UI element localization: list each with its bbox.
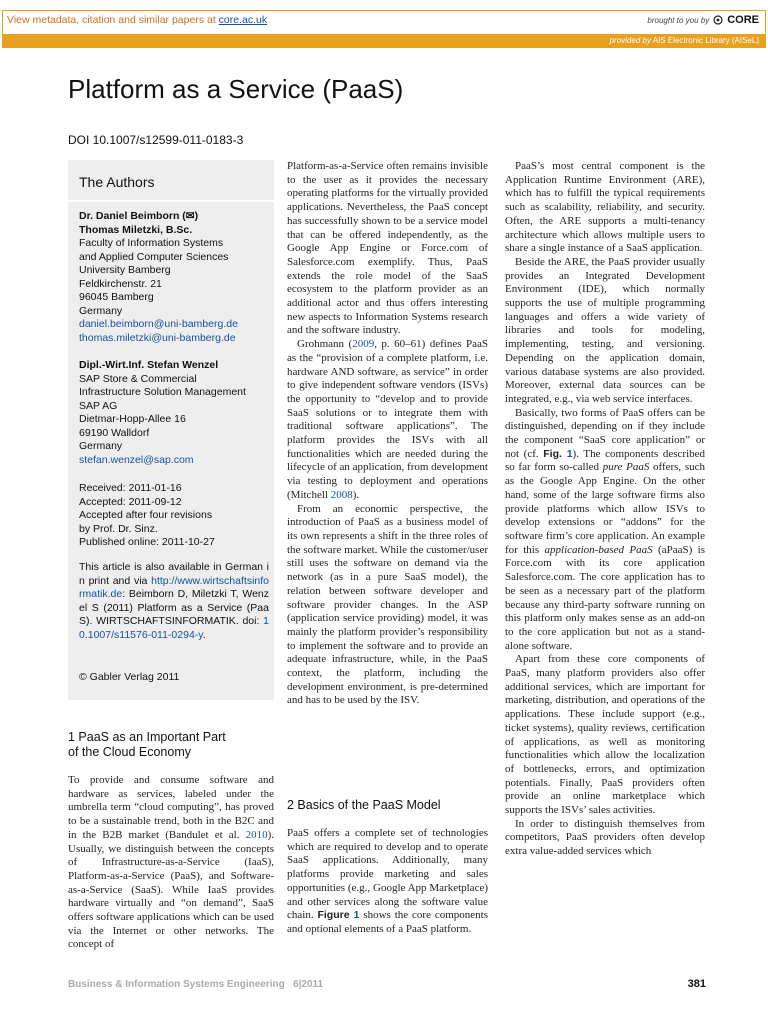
core-brought-by: brought to you by CORE [647,14,759,26]
page-title: Platform as a Service (PaaS) [68,74,404,104]
date-line: Received: 2011-01-16 [79,482,182,494]
citation-link[interactable]: 2009 [352,338,375,351]
column-1-text [68,774,274,952]
affiliation-line: SAP AG [79,399,118,412]
figure-link[interactable]: 1 [353,909,360,922]
affiliation-line: Feldkirchenstr. 21 [79,277,162,290]
paragraph: Grohmann (2009, p. 60–61) defines PaaS as the “provision of a complete platform, i.e. hardware AND software, as service” in order to give independent software vendors (ISVs) the opportunity to “develop and to provide SaaS solutions or to integrate them with traditional software applications”. The platform provides the ISVs with all functionalities which are needed during the lifecycle of an application, from development via testing to deployment and operations (Mitchell 2008). [287,338,488,501]
affiliation-line: and Applied Computer Sciences [79,250,229,263]
german-version-note: This article is also available in German in print and via http://www.wirtschaftsinformatik.de: Beimborn D, Miletzki T, Wenzel S (2011) Platform as a Service (PaaS). WIRTSCHAFTSINFORMATIK. doi: 10.1007/s11576-011-0294-y. [79,561,269,641]
paragraph: PaaS’s most central component is the Application Runtime Environment (ARE), which has to fulfill the typical requirements such as scalability, reliability, and security. Often, the ARE supports a multi-tenancy architecture which allows multiple users to share a single instance of a SaaS application. [505,160,705,255]
paragraph: Beside the ARE, the PaaS provider usually provides an Integrated Development Environment (IDE), which normally supports the use of multiple programming languages and offers a wide variety of libraries and tools for modeling, implementing, testing, and versioning. Depending on the application domain, various database systems are also provided. Moreover, external data sources can be integrated, e.g., via web service interfaces. [505,255,705,405]
dates-block [79,482,269,550]
authors-box [68,160,274,700]
affiliation-line: Germany [79,440,123,452]
affiliation-line: Faculty of Information Systems [79,237,224,249]
core-metadata-text: View metadata, citation and similar papers at core.ac.uk [7,14,268,26]
core-banner [2,10,766,48]
affiliation-line: SAP Store & Commercial [79,372,197,385]
paragraph: Platform-as-a-Service often remains invisible to the user as it provides the necessary operating platforms for the virtually provided applications. Nevertheless, the PaaS concept has successfully shown to be a service model that can be offered independently, as the Google App Engine or Force.com of Salesforce.com exemplify. Thus, PaaS extends the role model of the SaaS ecosystem to the platform provider as an additional actor and thus offers interesting new aspects to Information Systems research and the software industry. [287,160,488,337]
page-number: 381 [687,978,706,990]
doi: DOI 10.1007/s12599-011-0183-3 [68,133,244,147]
date-line: Published online: 2011-10-27 [79,536,215,548]
core-logo[interactable]: CORE [727,14,759,26]
provider-strip: provided by AIS Electronic Library (AISeL) [3,34,765,47]
author-name: Dipl.-Wirt.Inf. Stefan Wenzel [79,359,219,371]
paragraph: PaaS offers a complete set of technologies which are required to develop and to operate SaaS applications. Additionally, many platforms provide marketing and sales opportunities (e.g., Google App Marketplace) and other services along the software value chain. Figure 1 shows the core components and optional elements of a PaaS platform. [287,827,489,935]
date-line: Accepted after four revisions [79,509,213,521]
affiliation-line: Dietmar-Hopp-Allee 16 [79,413,186,425]
paragraph: From an economic perspective, the introduction of PaaS as a business model of its own represents a shift in the three roles of the software market. While the customer/user still uses the software on demand via the network (as in a pure SaaS model), the relation between software developer and software provider changes. In the ASP (application service providing) model, it was mainly the platform provider’s responsibility to implement the software and to provide an adequate infrastructure, while, in the PaaS context, the platform, including the development environment, is pre-determined and has to be used by the ISV. [287,502,488,707]
provider-link[interactable]: AIS Electronic Library (AISeL) [652,36,759,45]
paragraph: Apart from these core components of PaaS, many platform providers also offer additional services, which are important for marketing, distribution, and operations of the applications. These include support (e.g., ticket systems), quality reviews, certification of applications, as well as monitoring functionalities which allow the localization of bottlenecks, errors, and optimization potentials. Finally, PaaS providers often provide an online marketplace which supports the ISVs’ sales activities. [505,653,705,817]
author-block-1 [79,210,269,345]
copyright: © Gabler Verlag 2011 [79,671,180,683]
email-link[interactable]: daniel.beimborn@uni-bamberg.de [79,318,238,330]
citation-link[interactable]: 2010 [245,828,268,841]
affiliation-line: University Bamberg [79,264,171,276]
divider [68,200,274,202]
wirtschaftsinformatik-link[interactable]: http://www.wirtschaftsinformatik.de [79,574,269,600]
author-name: Dr. Daniel Beimborn (✉) [79,210,199,222]
author-name: Thomas Miletzki, B.Sc. [79,223,193,236]
affiliation-line: 96045 Bamberg [79,291,154,303]
doi-link[interactable]: 10.1007/s11576-011-0294-y [79,615,269,641]
paragraph: To provide and consume software and hardware as services, labeled under the umbrella term “cloud computing”, has proved to be a sustainable trend, both in the B2C and in the B2B market (Bandulet et al. 2010). Usually, we distinguish between the concepts of Infrastructure-as-a-Service (IaaS), Platform-as-a-Service (PaaS), and Software-as-a-Service (SaaS). While IaaS provides hardware virtually and “on demand”, SaaS offers software applications which can be used via the Internet or other networks. The concept of [68,774,274,951]
column-2-section-2-text [287,827,488,937]
citation-link[interactable]: 2008 [330,488,353,501]
affiliation-line: 69190 Walldorf [79,426,150,439]
date-line: by Prof. Dr. Sinz. [79,522,158,535]
author-block-2 [79,359,269,467]
affiliation-line: Germany [79,304,123,317]
email-link[interactable]: stefan.wenzel@sap.com [79,453,194,466]
journal-footer: Business & Information Systems Engineering 6|2011 [68,979,324,990]
paragraph: Basically, two forms of PaaS offers can be distinguished, depending on if they include the component “SaaS core application” or not (cf. Fig. 1). The components described so far form so-called pure PaaS offers, such as the Google App Engine. On the other hand, some of the large software firms also provide platforms which allow ISVs to develop extensions or “addons” for the software firm’s core application. An example for this application-based PaaS (aPaaS) is Force.com with its core application Salesforce.com. The core application has to be seen as a necessary part of the platform because any third-party software running on this platform only makes sense as an add-on to the core application but not as a stand-alone software. [505,406,706,652]
affiliation-line: Infrastructure Solution Management [79,386,246,398]
date-line: Accepted: 2011-09-12 [79,495,182,508]
core-logo-icon [713,15,723,25]
column-2-text [287,160,488,708]
authors-heading: The Authors [79,174,155,190]
figure-link[interactable]: 1 [566,447,573,460]
section-2-heading: 2 Basics of the PaaS Model [287,798,441,812]
section-1-heading: 1 PaaS as an Important Part of the Cloud Economy [68,730,226,759]
email-link[interactable]: thomas.miletzki@uni-bamberg.de [79,331,236,344]
core-link[interactable]: core.ac.uk [218,14,268,26]
column-3-text [505,160,705,859]
paragraph: In order to distinguish themselves from competitors, PaaS providers often develop extra value-added services which [505,817,705,858]
